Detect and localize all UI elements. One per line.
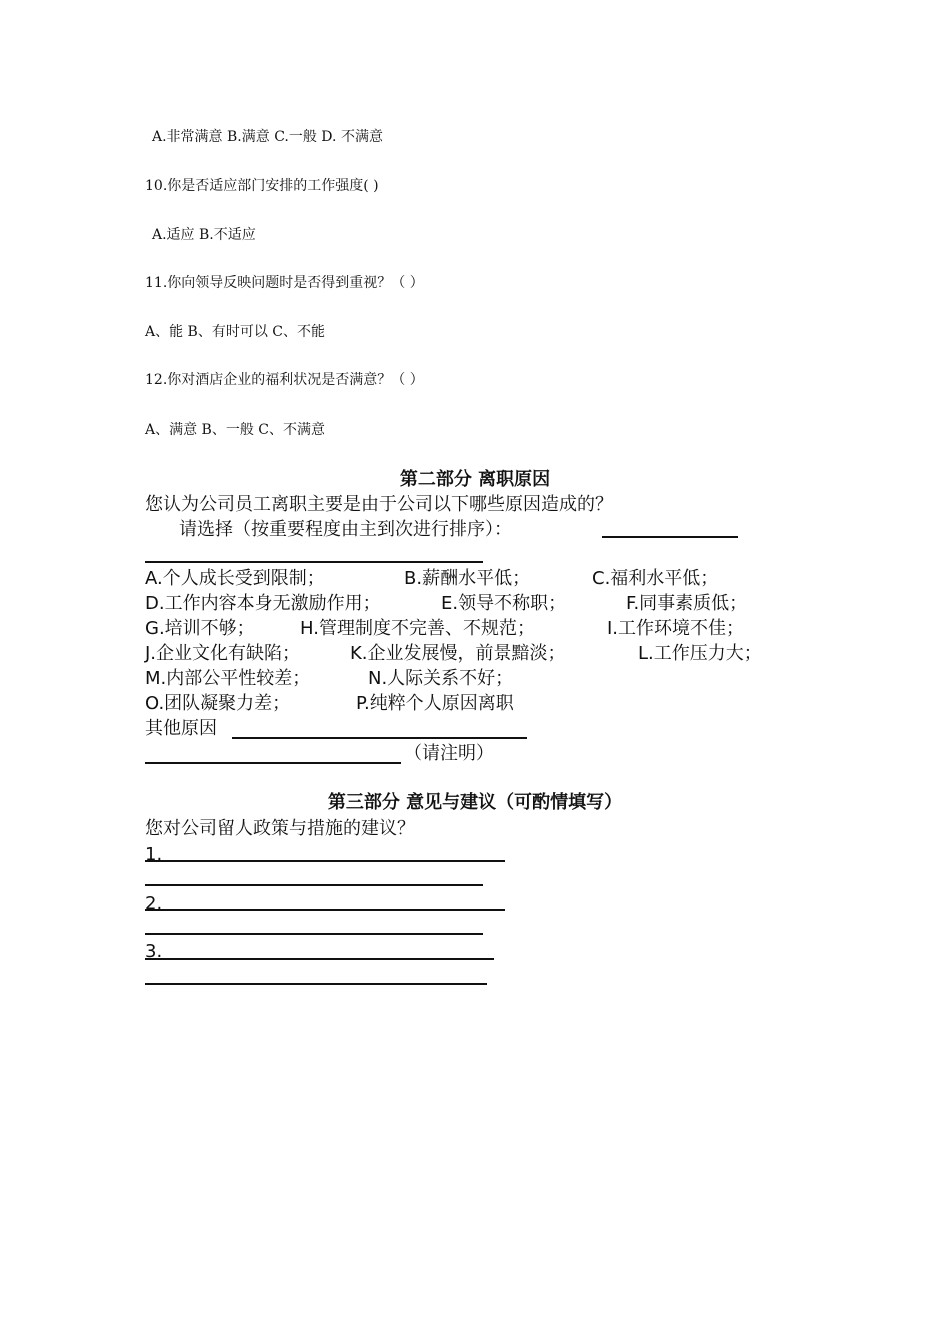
reason-n: N.人际关系不好； (368, 668, 514, 689)
reason-f: F.同事素质低； (626, 593, 748, 614)
part2-title: 第二部分 离职原因 (399, 469, 551, 490)
part2-question: 您认为公司员工离职主要是由于公司以下哪些原因造成的？ (145, 494, 613, 515)
suggestion-1-line[interactable] (145, 860, 505, 862)
suggestion-2-label: 2. (145, 893, 163, 914)
other-reason-label: 其他原因 (145, 718, 217, 739)
part3-title: 第三部分 意见与建议（可酌情填写） (327, 792, 623, 813)
other-reason-line[interactable] (232, 737, 527, 739)
part3-question: 您对公司留人政策与措施的建议？ (145, 818, 415, 839)
suggestion-2-line-2[interactable] (145, 933, 483, 935)
q10-question: 10.你是否适应部门安排的工作强度( ) (145, 178, 379, 194)
reason-k: K.企业发展慢，前景黯淡； (350, 643, 566, 664)
suggestion-3-line-2[interactable] (145, 983, 487, 985)
reason-p: P.纯粹个人原因离职 (356, 693, 514, 714)
q12-options: A、满意 B、一般 C、不满意 (145, 422, 326, 438)
reason-e: E.领导不称职； (441, 593, 567, 614)
reason-o: O.团队凝聚力差； (145, 693, 291, 714)
reason-a: A.个人成长受到限制； (145, 568, 325, 589)
reason-l: L.工作压力大； (638, 643, 762, 664)
q11-options: A、能 B、有时可以 C、不能 (145, 324, 326, 340)
q12-question: 12.你对酒店企业的福利状况是否满意？（ ） (145, 372, 424, 388)
ranking-answer-line-2[interactable] (145, 561, 483, 563)
reason-d: D.工作内容本身无激励作用； (145, 593, 381, 614)
reason-j: J.企业文化有缺陷； (145, 643, 301, 664)
suggestion-3-line[interactable] (145, 958, 494, 960)
other-reason-line-2[interactable] (145, 762, 401, 764)
reason-h: H.管理制度不完善、不规范； (300, 618, 535, 639)
reason-c: C.福利水平低； (592, 568, 719, 589)
suggestion-2-line[interactable] (145, 909, 505, 911)
suggestion-1-label: 1. (145, 844, 163, 865)
suggestion-1-line-2[interactable] (145, 884, 483, 886)
ranking-answer-line[interactable] (602, 536, 738, 538)
q9-options: A.非常满意 B.满意 C.一般 D. 不满意 (152, 129, 383, 145)
reason-b: B.薪酬水平低； (404, 568, 531, 589)
reason-m: M.内部公平性较差； (145, 668, 311, 689)
reason-i: I.工作环境不佳； (607, 618, 745, 639)
q11-question: 11.你向领导反映问题时是否得到重视？（ ） (145, 275, 424, 291)
suggestion-3-label: 3. (145, 941, 163, 962)
other-reason-note: （请注明） (404, 743, 494, 764)
part2-instruction: 请选择（按重要程度由主到次进行排序）： (179, 519, 512, 540)
reason-g: G.培训不够； (145, 618, 255, 639)
q10-options: A.适应 B.不适应 (152, 227, 256, 243)
